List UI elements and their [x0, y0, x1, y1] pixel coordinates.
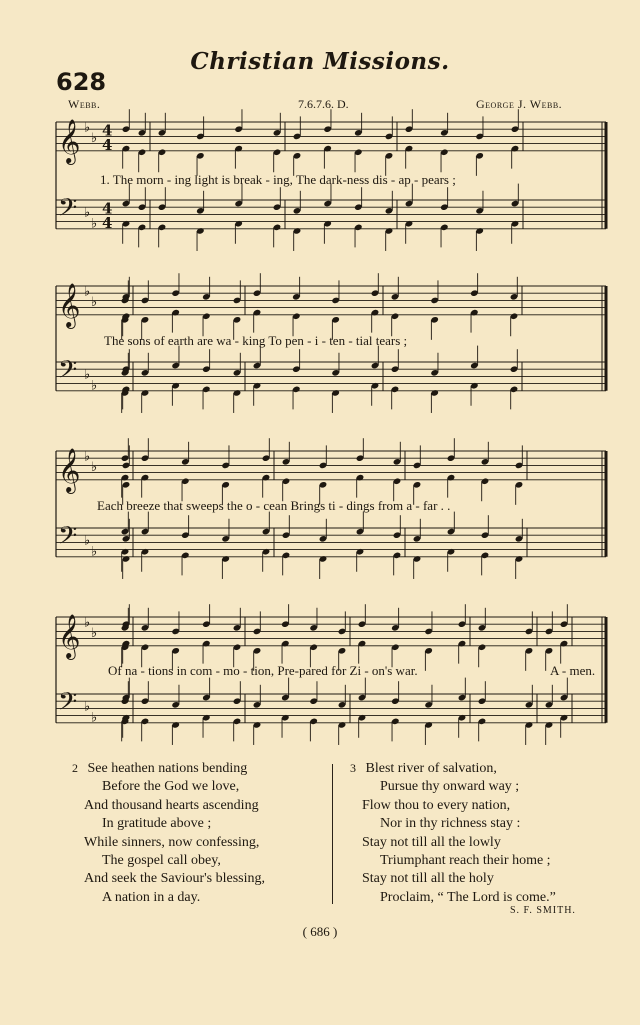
- flat-icon: ♭: [84, 367, 91, 383]
- page-number: ( 686 ): [302, 924, 338, 939]
- treble-clef-icon: 𝄞: [58, 118, 81, 163]
- treble-clef-icon: 𝄞: [58, 282, 81, 327]
- column-divider: [332, 764, 333, 904]
- bass-clef-icon: 𝄢: [58, 193, 78, 229]
- tune-name: Webb.: [68, 97, 101, 111]
- text-author: S. F. SMITH.: [510, 905, 576, 916]
- flat-icon: ♭: [91, 295, 98, 311]
- flat-icon: ♭: [91, 626, 98, 642]
- bass-clef-icon: 𝄢: [58, 687, 78, 723]
- amen-lyric: A - men.: [550, 663, 596, 678]
- flat-icon: ♭: [84, 533, 91, 549]
- verse-2: 2 See heathen nations bending Before the God we love, And thousand hearts ascending In gratitude above ; While sinners, now confessing, The gospel call obey, And seek the Saviour's blessing, A nation in a day.: [72, 761, 266, 905]
- flat-icon: ♭: [91, 710, 98, 726]
- bass-clef-icon: 𝄢: [58, 521, 78, 557]
- flat-icon: ♭: [84, 120, 91, 136]
- lyric-line-3: Each breeze that sweeps the o - cean Brings ti - dings from a - far . .: [97, 498, 451, 513]
- flat-icon: ♭: [84, 699, 91, 715]
- flat-icon: ♭: [91, 216, 98, 232]
- section-title: Christian Missions.: [190, 48, 450, 75]
- verse-number: 3: [350, 761, 356, 775]
- flat-icon: ♭: [91, 378, 98, 394]
- flat-icon: ♭: [91, 131, 98, 147]
- meter: 7.6.7.6. D.: [298, 97, 349, 111]
- time-signature: 4: [102, 199, 113, 218]
- time-signature: 4: [102, 121, 113, 140]
- flat-icon: ♭: [84, 449, 91, 465]
- lyric-line-1: 1. The morn - ing light is break - ing, The dark-ness dis - ap - pears ;: [100, 172, 456, 187]
- flat-icon: ♭: [91, 544, 98, 560]
- flat-icon: ♭: [91, 460, 98, 476]
- lyric-line-4: Of na - tions in com - mo - tion, Pre-pared for Zi - on's war.: [108, 663, 418, 678]
- composer: George J. Webb.: [476, 97, 563, 111]
- verse-3: 3 Blest river of salvation, Pursue thy onward way ; Flow thou to every nation, Nor in thy richness stay : Stay not till all the lowly Triumphant reach their home ; Stay not till all the holy Proclaim, “ The Lord is come.”: [350, 761, 556, 905]
- bass-clef-icon: 𝄢: [58, 355, 78, 391]
- time-signature: 4: [102, 214, 113, 233]
- flat-icon: ♭: [84, 284, 91, 300]
- time-signature: 4: [102, 136, 113, 155]
- flat-icon: ♭: [84, 615, 91, 631]
- treble-clef-icon: 𝄞: [58, 613, 81, 658]
- hymn-number: 628: [56, 68, 107, 96]
- flat-icon: ♭: [84, 205, 91, 221]
- lyric-line-2: The sons of earth are wa - king To pen - i - ten - tial tears ;: [104, 333, 408, 348]
- verse-number: 2: [72, 761, 78, 775]
- treble-clef-icon: 𝄞: [58, 447, 81, 492]
